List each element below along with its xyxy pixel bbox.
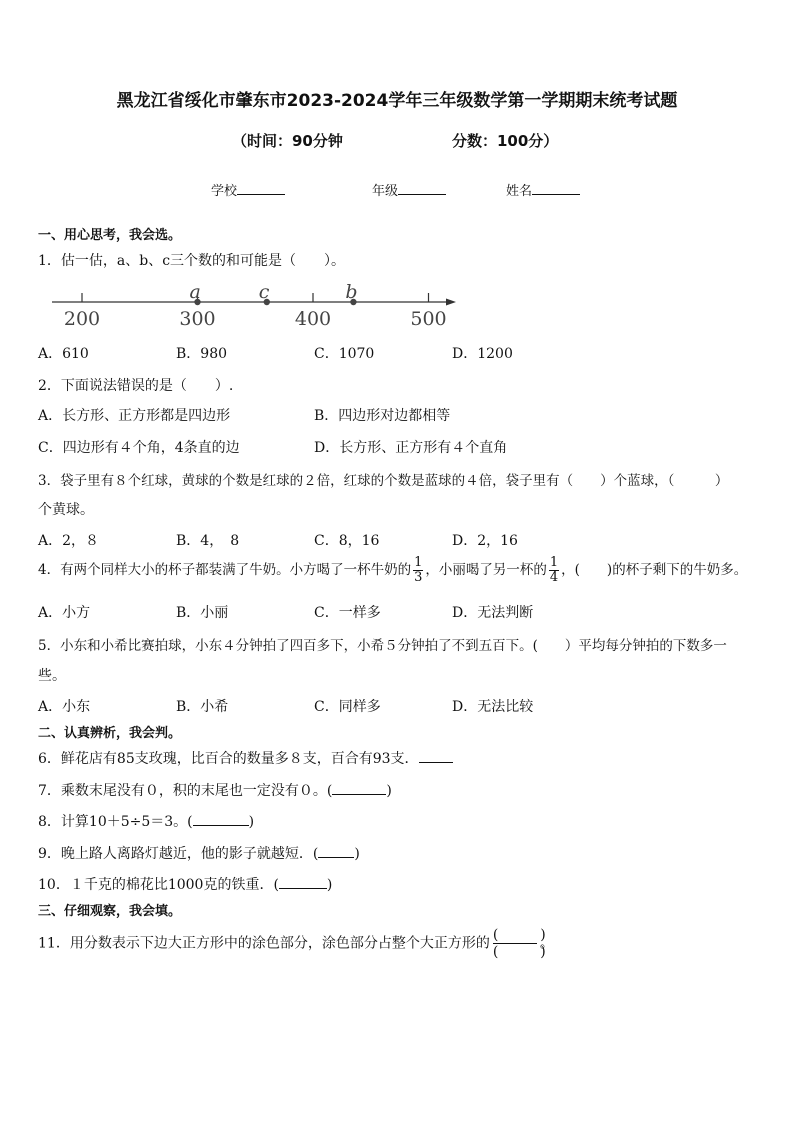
q1-option-a[interactable]: A．610: [38, 346, 89, 362]
answer-blank[interactable]: [279, 876, 327, 889]
school-field[interactable]: 学校: [211, 180, 285, 199]
answer-blank[interactable]: [318, 845, 354, 858]
fraction: $\frac{1}{3}$: [414, 555, 423, 585]
question-1: 1．估一估，a、b、c三个数的和可能是（ ）。: [38, 253, 346, 269]
question-4: 4．有两个同样大小的杯子都装满了牛奶。小方喝了一杯牛奶的 $\frac{1}{3}$ ，小丽喝了另一杯的 $\frac{1}{4}$ ，( )的杯子剩下的牛奶多。: [38, 555, 748, 585]
q5-option-b[interactable]: B．小希: [176, 699, 229, 715]
answer-blank[interactable]: [332, 782, 386, 795]
grade-field[interactable]: 年级: [372, 180, 446, 199]
q4-option-d[interactable]: D．无法判断: [452, 605, 534, 621]
point-label-a: a: [189, 281, 201, 303]
tick-label: 400: [294, 308, 332, 330]
question-7: 7．乘数末尾没有０，积的末尾也一定没有０。( ): [38, 783, 392, 799]
page-title: 黑龙江省绥化市肇东市2023-2024学年三年级数学第一学期期末统考试题: [116, 91, 678, 111]
section-heading: 二、认真辨析，我会判。: [38, 726, 182, 741]
tick-label: 200: [63, 308, 101, 330]
q2-option-a[interactable]: A．长方形、正方形都是四边形: [38, 408, 231, 424]
q2-option-c[interactable]: C．四边形有４个角，4条直的边: [38, 440, 240, 456]
q3-option-a[interactable]: A．2，８: [38, 533, 100, 549]
number-line: [50, 278, 470, 334]
question-9: 9．晚上路人离路灯越近，他的影子就越短．( ): [38, 846, 360, 862]
exam-score: 分数：100分）: [452, 132, 559, 150]
point-label-b: b: [345, 281, 358, 303]
q4-option-b[interactable]: B．小丽: [176, 605, 229, 621]
q2-option-d[interactable]: D．长方形、正方形有４个直角: [314, 440, 508, 456]
q3-option-c[interactable]: C．8，16: [314, 533, 380, 549]
answer-blank[interactable]: [193, 813, 249, 826]
tick-label: 300: [179, 308, 216, 330]
answer-blank[interactable]: [419, 750, 453, 763]
answer-fraction[interactable]: ( ) ( ): [492, 927, 546, 960]
q5-option-a[interactable]: A．小东: [38, 699, 91, 715]
q5-option-d[interactable]: D．无法比较: [452, 699, 534, 715]
question-2: 2．下面说法错误的是（ ）.: [38, 378, 234, 394]
question-5: 5．小东和小希比赛拍球，小东４分钟拍了四百多下，小希５分钟拍了不到五百下。( ）平均每分钟拍的下数多一: [38, 638, 727, 654]
section-heading: 一、用心思考，我会选。: [38, 228, 182, 243]
q2-option-b[interactable]: B．四边形对边都相等: [314, 408, 451, 424]
q1-option-d[interactable]: D．1200: [452, 346, 513, 362]
section-heading: 三、仔细观察，我会填。: [38, 904, 182, 919]
q4-option-a[interactable]: A．小方: [38, 605, 91, 621]
question-6: 6．鲜花店有85支玫瑰，比百合的数量多８支，百合有93支．: [38, 748, 453, 768]
tick-label: 500: [410, 308, 447, 330]
question-10: 10．１千克的棉花比1000克的铁重．( ): [38, 877, 333, 893]
q3-option-d[interactable]: D．2，16: [452, 533, 518, 549]
question-8: 8．计算10＋5÷5＝3。( ): [38, 814, 255, 830]
q3-option-b[interactable]: B．4， 8: [176, 533, 240, 549]
exam-time: （时间：90分钟: [232, 132, 343, 150]
fraction: $\frac{1}{4}$: [549, 555, 559, 585]
question-11: 11．用分数表示下边大正方形中的涂色部分，涂色部分占整个大正方形的 ( ) ( ) 。: [38, 927, 554, 960]
q1-option-b[interactable]: B．980: [176, 346, 228, 362]
q5-option-c[interactable]: C．同样多: [314, 699, 381, 715]
question-3: 3．袋子里有８个红球，黄球的个数是红球的２倍，红球的个数是蓝球的４倍，袋子里有（ ）个蓝球，（ ）: [38, 473, 729, 489]
q1-option-c[interactable]: C．1070: [314, 346, 375, 362]
question-5-cont: 些。: [38, 668, 66, 684]
name-field[interactable]: 姓名: [506, 180, 580, 199]
arrow-icon: [446, 299, 456, 306]
question-3-cont: 个黄球。: [38, 502, 94, 518]
q4-option-c[interactable]: C．一样多: [314, 605, 381, 621]
point-label-c: c: [258, 281, 270, 303]
